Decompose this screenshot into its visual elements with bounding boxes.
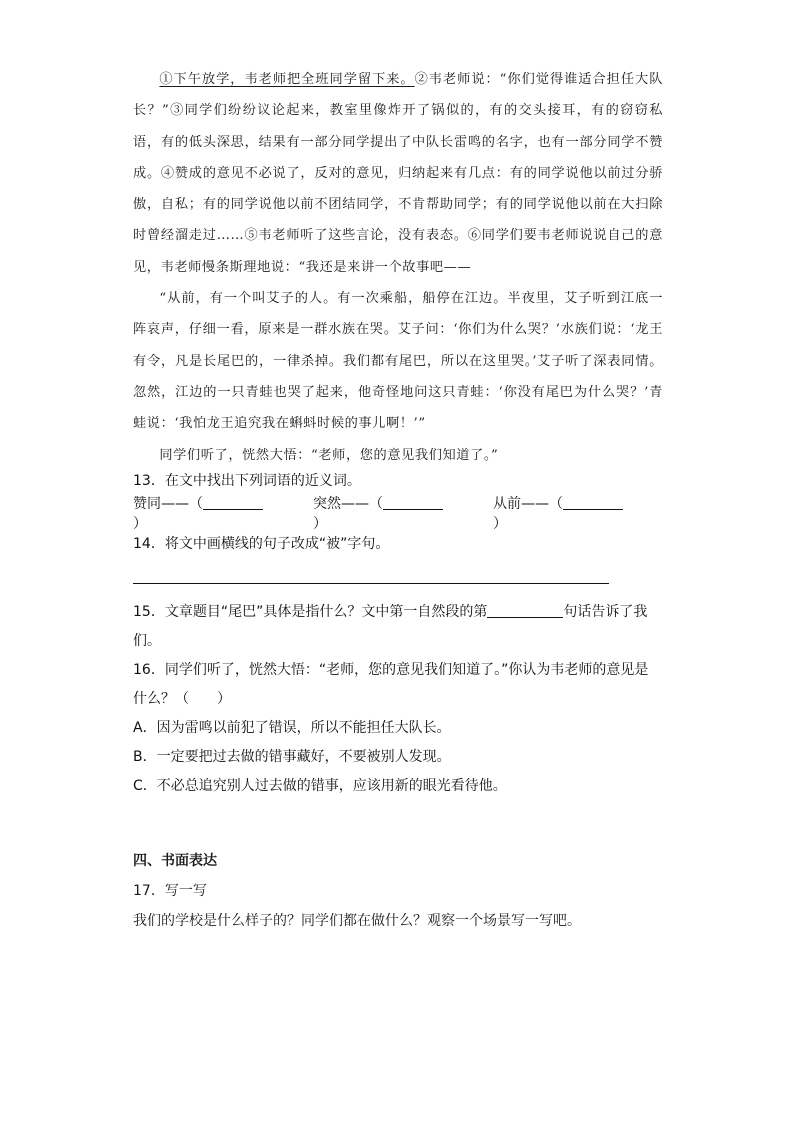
synonym-row xyxy=(133,496,673,530)
question-17: 17．写一写 xyxy=(133,883,207,899)
option-b[interactable]: B．一定要把过去做的错事藏好，不要被别人发现。 xyxy=(133,749,451,765)
question-15-continued: 们。 xyxy=(133,633,161,649)
question-15-text-end: 句话告诉了我 xyxy=(563,604,648,620)
synonym-word: 赞同——（ xyxy=(133,496,203,512)
synonym-close: ） xyxy=(493,516,507,532)
synonym-word: 突然——（ xyxy=(313,496,383,512)
synonym-item xyxy=(493,493,625,533)
option-a[interactable]: A．因为雷鸣以前犯了错误，所以不能担任大队长。 xyxy=(133,720,451,736)
section-title: 四、书面表达 xyxy=(133,853,217,869)
passage-paragraph-3: 同学们听了，恍然大悟：“老师，您的意见我们知道了。” xyxy=(159,447,499,463)
synonym-item xyxy=(313,493,445,533)
question-15-text: 15．文章题目“尾巴”具体是指什么？文中第一自然段的第 xyxy=(133,604,488,620)
synonym-item xyxy=(133,493,265,533)
underlined-sentence: ①下午放学，韦老师把全班同学留下来。 xyxy=(159,72,415,87)
question-15 xyxy=(133,598,673,627)
reading-passage xyxy=(133,64,663,471)
answer-blank[interactable] xyxy=(563,495,623,510)
passage-paragraph-1 xyxy=(133,64,663,283)
passage-paragraph-1-rest: ②韦老师说：“你们觉得谁适合担任大队长？”③同学们纷纷议论起来，教室里像炸开了锅似的，有的交头接耳，有的窃窃私语，有的低头深思，结果有一部分同学提出了中队长雷鸣的名字，也有一部分同学不赞成。④赞成的意见不必说了，反对的意见，归纳起来有几点：有的同学说他以前过分骄傲，自私；有的同学说他以前不团结同学，不肯帮助同学；有的同学说他以前在大扫除时曾经溜走过……⑤韦老师听了这些言论，没有表态。⑥同学们要韦老师说说自己的意见，韦老师慢条斯理地说：“我还是来讲一个故事吧—— xyxy=(133,72,663,275)
answer-blank[interactable] xyxy=(487,603,563,618)
writing-prompt: 我们的学校是什么样子的？同学们都在做什么？观察一个场景写一写吧。 xyxy=(133,913,581,929)
question-13: 13．在文中找出下列词语的近义词。 xyxy=(133,473,361,489)
questions-block xyxy=(133,467,673,801)
answer-line[interactable] xyxy=(133,559,609,584)
answer-blank[interactable] xyxy=(383,495,443,510)
question-16: 16．同学们听了，恍然大悟：“老师，您的意见我们知道了。”你认为韦老师的意见是 xyxy=(133,662,649,678)
question-16-continued: 什么？（ ） xyxy=(133,691,231,707)
question-14: 14．将文中画横线的句子改成“被”字句。 xyxy=(133,536,390,552)
option-c[interactable]: C．不必总追究别人过去做的错事，应该用新的眼光看待他。 xyxy=(133,778,507,794)
answer-blank[interactable] xyxy=(203,495,263,510)
synonym-word: 从前——（ xyxy=(493,496,563,512)
synonym-close: ） xyxy=(313,516,327,532)
synonym-close: ） xyxy=(133,516,147,532)
writing-task xyxy=(133,876,581,936)
passage-paragraph-2: “从前，有一个叫艾子的人。有一次乘船，船停在江边。半夜里，艾子听到江底一阵哀声，仔细一看，原来是一群水族在哭。艾子问：‘你们为什么哭？’水族们说：‘龙王有令，凡是长尾巴的，一律杀掉。我们都有尾巴，所以在这里哭。’艾子听了深表同情。忽然，江边的一只青蛙也哭了起来，他奇怪地问这只青蛙：‘你没有尾巴为什么哭？’青蛙说：‘我怕龙王追究我在蝌蚪时候的事儿啊！’” xyxy=(133,291,663,432)
